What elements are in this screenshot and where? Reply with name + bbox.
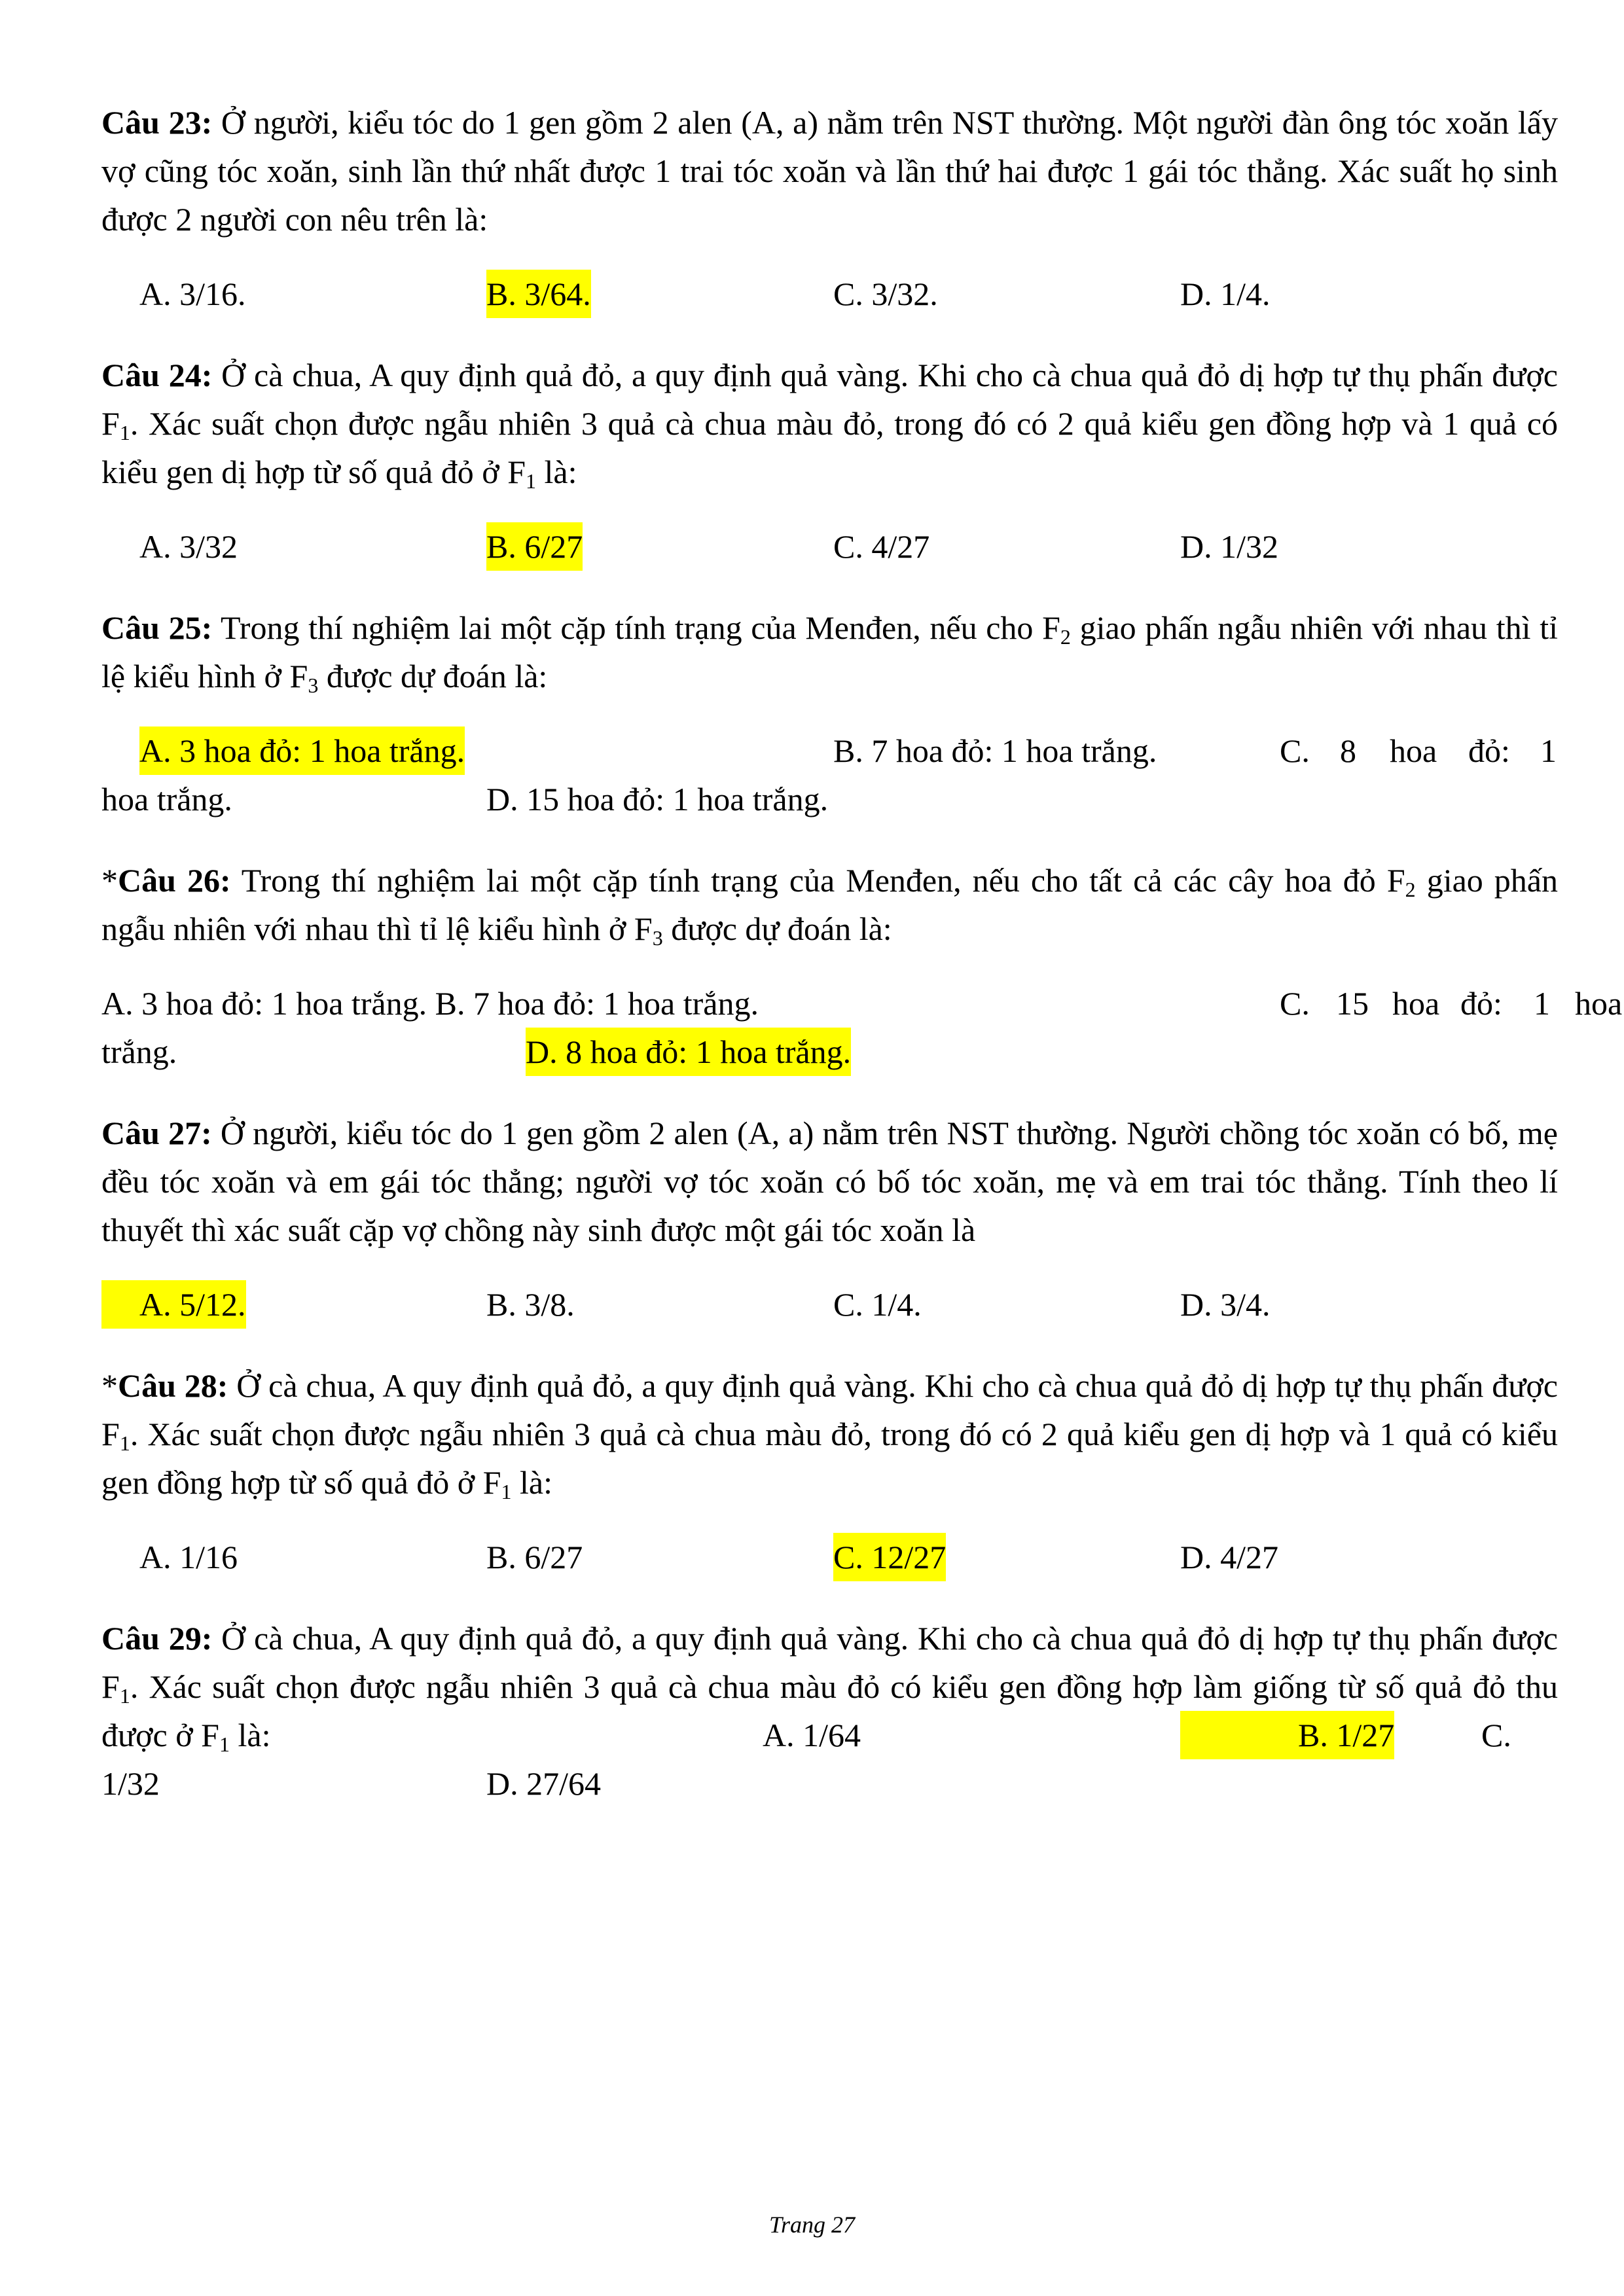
option-c: C.	[1481, 1717, 1511, 1753]
subscript: 3	[308, 673, 319, 697]
star-mark: *	[101, 862, 118, 899]
subscript: 2	[1405, 878, 1416, 901]
question-text: Ở người, kiểu tóc do 1 gen gồm 2 alen (A, a) nằm trên NST thường. Một người đàn ông tóc xoăn lấy vợ cũng tóc xoăn, sinh lần thứ nhất được 1 trai tóc xoăn và lần thứ hai được 1 gái tóc thẳng. Xác suất họ sinh được 2 người con nêu trên là:	[101, 104, 1558, 238]
option-c-part: C.	[1280, 732, 1310, 769]
question-text: Ở người, kiểu tóc do 1 gen gồm 2 alen (A, a) nằm trên NST thường. Người chồng tóc xoăn có bố, mẹ đều tóc xoăn và em gái tóc thẳng; người vợ tóc xoăn có bố tóc xoăn, mẹ và em trai tóc thẳng. Tính theo lí thuyết thì xác suất cặp vợ chồng này sinh được một gái tóc xoăn là	[101, 1115, 1558, 1248]
subscript: 2	[1060, 625, 1071, 649]
question-text: Ở cà chua, A quy định quả đỏ, a quy định quả vàng. Khi cho cà chua quả đỏ dị hợp tự thụ phấn được F	[101, 357, 1558, 442]
question-text: Trong thí nghiệm lai một cặp tính trạng của Menđen, nếu cho F	[212, 609, 1060, 646]
question-label: Câu 25:	[101, 609, 213, 646]
option-a: A. 1/64	[763, 1717, 861, 1753]
answers-26	[101, 979, 1623, 1076]
question-text: là:	[536, 454, 577, 490]
question-text: được dự đoán là:	[318, 658, 548, 694]
option-c: C. 1/4.	[833, 1286, 922, 1323]
option-c-part: 8	[1340, 732, 1356, 769]
option-c-tail: hoa trắng.	[101, 781, 232, 817]
option-c-part: 1	[1540, 732, 1557, 769]
subscript: 1	[526, 469, 536, 493]
page-number: Trang 27	[768, 2212, 856, 2238]
question-label: Câu 27:	[101, 1115, 212, 1151]
question-text: . Xác suất chọn được ngẫu nhiên 3 quả cà chua màu đỏ, trong đó có 2 quả kiểu gen đồng hợp và 1 quả có kiểu gen dị hợp từ số quả đỏ ở F	[101, 405, 1558, 490]
option-d: D. 15 hoa đỏ: 1 hoa trắng.	[486, 781, 829, 817]
answers-line	[101, 775, 1558, 823]
option-b-highlighted: B. 6/27	[486, 522, 583, 571]
question-text: là:	[229, 1717, 271, 1753]
answers-29	[101, 1711, 1558, 1808]
option-c-part: hoa	[1390, 732, 1437, 769]
question-text: . Xác suất chọn được ngẫu nhiên 3 quả cà chua màu đỏ, trong đó có 2 quả kiểu gen dị hợp và 1 quả có kiểu gen đồng hợp từ số quả đỏ ở F	[101, 1416, 1558, 1501]
option-d: D. 27/64	[486, 1765, 601, 1802]
question-23	[101, 98, 1558, 243]
answers-28	[101, 1533, 1558, 1581]
option-d: D. 3/4.	[1180, 1286, 1271, 1323]
question-24	[101, 351, 1558, 496]
question-label: Câu 29:	[101, 1620, 213, 1657]
option-c-part: C.	[1280, 985, 1310, 1022]
answers-line	[101, 726, 1558, 775]
option-d-highlighted: D. 8 hoa đỏ: 1 hoa trắng.	[526, 1028, 851, 1076]
option-b-highlighted: B. 1/27	[1180, 1711, 1394, 1759]
option-c: C. 4/27	[833, 528, 930, 565]
question-text: Ở cà chua, A quy định quả đỏ, a quy định quả vàng. Khi cho cà chua quả đỏ dị hợp tự thụ phấn được F	[101, 1367, 1558, 1452]
answers-24	[101, 522, 1558, 571]
question-25	[101, 603, 1558, 700]
option-c-part: hoa	[1575, 985, 1623, 1022]
option-b: B. 7 hoa đỏ: 1 hoa trắng.	[833, 732, 1157, 769]
question-text: được dự đoán là:	[662, 910, 892, 947]
option-c-highlighted: C. 12/27	[833, 1533, 946, 1581]
option-d: D. 1/4.	[1180, 276, 1271, 312]
question-text: Trong thí nghiệm lai một cặp tính trạng của Menđen, nếu cho tất cả các cây hoa đỏ F	[230, 862, 1405, 899]
answers-line	[101, 1759, 1558, 1808]
option-a: A. 3/32	[139, 528, 238, 565]
option-a: A. 3/16.	[139, 276, 246, 312]
question-label: Câu 24:	[101, 357, 213, 393]
question-label: Câu 23:	[101, 104, 213, 141]
option-c-part: đỏ:	[1468, 732, 1510, 769]
option-a: A. 1/16	[139, 1539, 238, 1575]
question-28	[101, 1361, 1558, 1507]
question-text: giao phấn ngẫu nhiên với nhau thì tỉ lệ kiểu hình ở F	[101, 862, 1559, 947]
option-c-part: 1	[1534, 985, 1550, 1022]
answers-23	[101, 270, 1558, 318]
question-text: Ở cà chua, A quy định quả đỏ, a quy định quả vàng. Khi cho cà chua quả đỏ dị hợp tự thụ phấn được F	[101, 1620, 1558, 1705]
option-a-highlighted: A. 3 hoa đỏ: 1 hoa trắng.	[139, 726, 465, 775]
subscript: 1	[119, 1431, 130, 1455]
question-text: là:	[511, 1464, 553, 1501]
option-c-part: hoa	[1392, 985, 1440, 1022]
answers-line	[101, 1028, 1558, 1076]
answers-line	[101, 1711, 1558, 1759]
option-c-tail: trắng.	[101, 1033, 177, 1070]
option-c-tail: 1/32	[101, 1765, 160, 1802]
subscript: 1	[119, 1684, 130, 1708]
answers-27	[101, 1280, 1558, 1329]
question-27	[101, 1109, 1558, 1254]
document-page	[101, 98, 1623, 1808]
subscript: 1	[501, 1480, 512, 1503]
option-b: B. 6/27	[486, 1539, 583, 1575]
answers-25	[101, 726, 1558, 823]
option-a-highlighted: A. 5/12.	[101, 1280, 246, 1329]
option-b-highlighted: B. 3/64.	[486, 270, 591, 318]
option-b: B. 3/8.	[486, 1286, 575, 1323]
subscript: 1	[219, 1732, 230, 1756]
option-d: D. 1/32	[1180, 528, 1278, 565]
question-text: . Xác suất chọn được ngẫu nhiên 3 quả cà chua màu đỏ có kiểu gen đồng hợp làm giống từ số quả đỏ thu được ở F	[101, 1668, 1558, 1753]
option-a-b: A. 3 hoa đỏ: 1 hoa trắng. B. 7 hoa đỏ: 1 hoa trắng.	[101, 985, 759, 1022]
option-d: D. 4/27	[1180, 1539, 1278, 1575]
answers-line	[101, 979, 1623, 1028]
option-c-part: 15	[1336, 985, 1369, 1022]
subscript: 3	[652, 926, 663, 950]
option-c-part: đỏ:	[1460, 985, 1502, 1022]
subscript: 1	[119, 421, 130, 444]
question-label: Câu 26:	[118, 862, 231, 899]
question-label: Câu 28:	[118, 1367, 228, 1404]
star-mark: *	[101, 1367, 118, 1404]
question-text: giao phấn ngẫu nhiên với nhau thì tỉ lệ kiểu hình ở F	[101, 609, 1558, 694]
option-c: C. 3/32.	[833, 276, 938, 312]
question-26	[101, 856, 1558, 953]
